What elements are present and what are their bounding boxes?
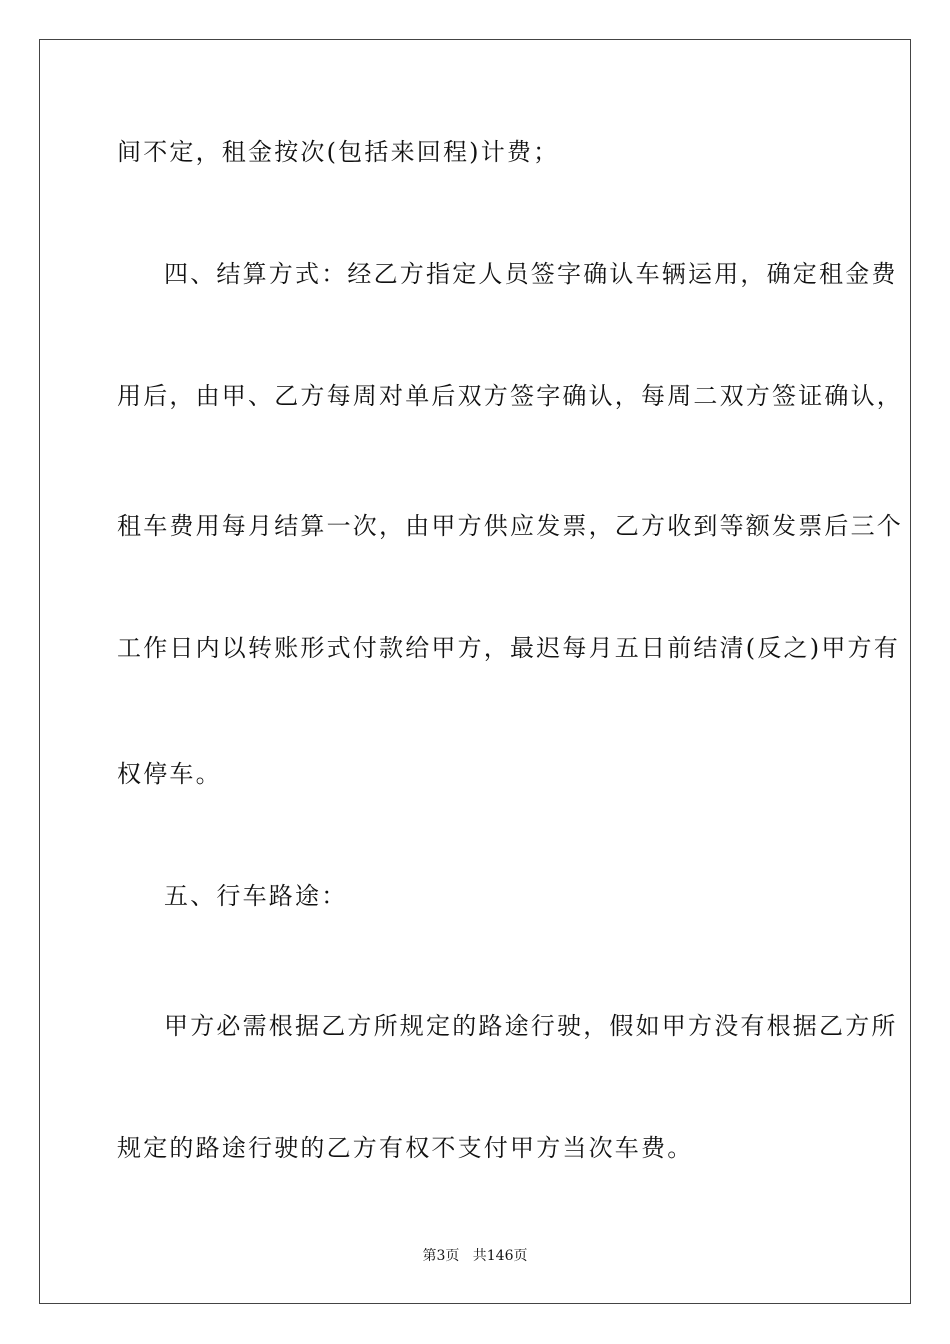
text-line-7: 五、行车路途： — [164, 882, 348, 910]
text-line-2: 四、结算方式：经乙方指定人员签字确认车辆运用，确定租金费 — [164, 260, 898, 288]
text-line-8: 甲方必需根据乙方所规定的路途行驶，假如甲方没有根据乙方所 — [164, 1012, 898, 1040]
text-line-5: 工作日内以转账形式付款给甲方，最迟每月五日前结清(反之)甲方有 — [117, 634, 900, 662]
text-line-3: 用后，由甲、乙方每周对单后双方签字确认，每周二双方签证确认， — [117, 382, 903, 410]
page-number: 第3页 — [422, 1248, 460, 1264]
page-border — [39, 39, 911, 1304]
page-footer — [0, 1247, 950, 1265]
text-line-9: 规定的路途行驶的乙方有权不支付甲方当次车费。 — [117, 1134, 694, 1162]
text-line-6: 权停车。 — [117, 760, 222, 788]
text-line-1: 间不定，租金按次(包括来回程)计费； — [117, 138, 560, 166]
total-pages: 共146页 — [472, 1248, 528, 1264]
text-line-4: 租车费用每月结算一次，由甲方供应发票，乙方收到等额发票后三个 — [117, 512, 903, 540]
